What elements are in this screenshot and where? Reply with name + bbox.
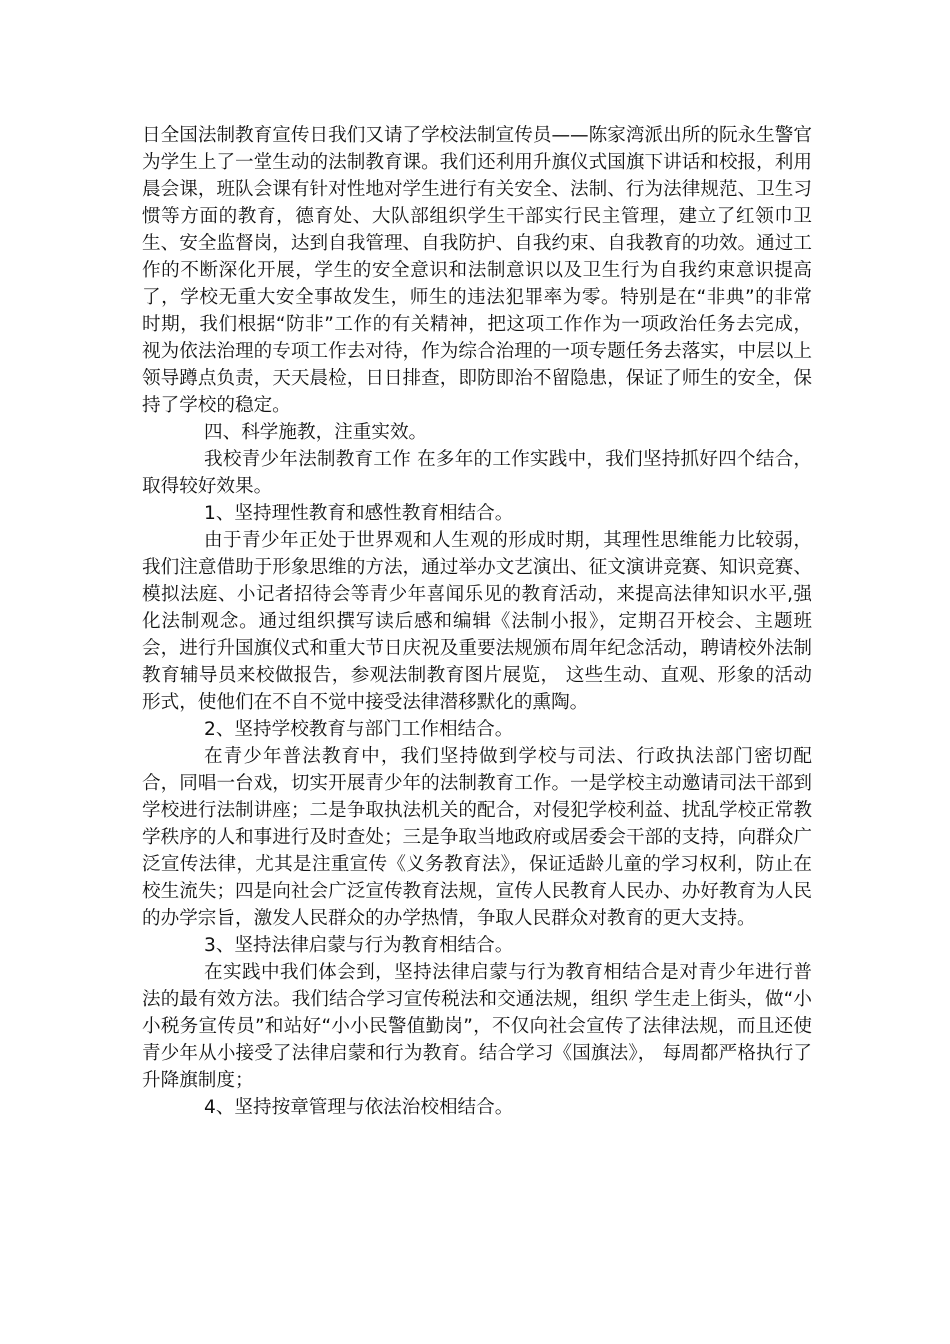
document-body bbox=[142, 122, 812, 1121]
paragraph-continuation: 日全国法制教育宣传日我们又请了学校法制宣传员——陈家湾派出所的阮永生警官为学生上了一堂生动的法制教育课。我们还利用升旗仪式国旗下讲话和校报，利用晨会课，班队会课有针对性地对学生进行有关安全、法制、行为法律规范、卫生习惯等方面的教育，德育处、大队部组织学生干部实行民主管理，建立了红领巾卫生、安全监督岗，达到自我管理、自我防护、自我约束、自我教育的功效。通过工作的不断深化开展，学生的安全意识和法制意识以及卫生行为自我约束意识提高了，学校无重大安全事故发生，师生的违法犯罪率为零。特别是在“非典”的非常时期，我们根据“防非”工作的有关精神，把这项工作作为一项政治任务去完成，视为依法治理的专项工作去对待，作为综合治理的一项专题任务去落实，中层以上领导蹲点负责，天天晨检，日日排查，即防即治不留隐患，保证了师生的安全，保持了学校的稳定。 bbox=[142, 125, 812, 416]
paragraph-2: 在青少年普法教育中，我们坚持做到学校与司法、行政执法部门密切配合，同唱一台戏，切实开展青少年的法制教育工作。一是学校主动邀请司法干部到学校进行法制讲座；二是争取执法机关的配合，对侵犯学校利益、扰乱学校正常教学秩序的人和事进行及时查处；三是争取当地政府或居委会干部的支持，向群众广泛宣传法律，尤其是注重宣传《义务教育法》，保证适龄儿童的学习权利，防止在校生流失；四是向社会广泛宣传教育法规，宣传人民教育人民办、办好教育为人民的办学宗旨，激发人民群众的办学热情，争取人民群众对教育的更大支持。 bbox=[142, 746, 812, 929]
paragraph-3: 在实践中我们体会到，坚持法律启蒙与行为教育相结合是对青少年进行普法的最有效方法。我们结合学习宣传税法和交通法规，组织 学生走上街头，做“小小税务宣传员”和站好“小小民警值勤岗”，不仅向社会宣传了法律法规，而且还使青少年从小接受了法律启蒙和行为教育。结合学习《国旗法》， 每周都严格执行了升降旗制度； bbox=[142, 962, 812, 1091]
subheading-1: 1、坚持理性教育和感性教育相结合。 bbox=[204, 503, 514, 524]
paragraph-1: 由于青少年正处于世界观和人生观的形成时期，其理性思维能力比较弱，我们注意借助于形象思维的方法，通过举办文艺演出、征文演讲竞赛、知识竞赛、模拟法庭、小记者招待会等青少年喜闻乐见的教育活动，来提高法律知识水平,强化法制观念。通过组织撰写读后感和编辑《法制小报》，定期召开校会、主题班会，进行升国旗仪式和重大节日庆祝及重要法规颁布周年纪念活动，聘请校外法制教育辅导员来校做报告，参观法制教育图片展览， 这些生动、直观、形象的活动形式，使他们在不自不觉中接受法律潜移默化的熏陶。 bbox=[142, 530, 812, 713]
subheading-2: 2、坚持学校教育与部门工作相结合。 bbox=[204, 719, 514, 740]
subheading-4: 4、坚持按章管理与依法治校相结合。 bbox=[204, 1097, 514, 1118]
subheading-3: 3、坚持法律启蒙与行为教育相结合。 bbox=[204, 935, 514, 956]
paragraph-intro: 我校青少年法制教育工作 在多年的工作实践中，我们坚持抓好四个结合，取得较好效果。 bbox=[142, 449, 812, 497]
section-heading-4: 四、科学施教，注重实效。 bbox=[204, 422, 428, 443]
